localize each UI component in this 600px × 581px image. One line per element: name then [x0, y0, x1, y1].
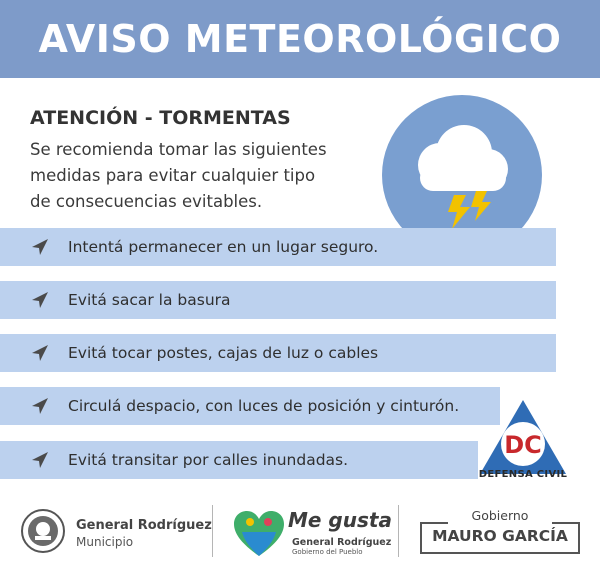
- alert-text: [30, 137, 370, 215]
- check-icon: [30, 343, 50, 363]
- check-icon: [30, 237, 50, 257]
- municipio-sub: Municipio: [76, 535, 134, 549]
- gobierno-label: Gobierno: [471, 508, 529, 523]
- gobierno-box-line: [420, 522, 448, 524]
- tip-text: Evitá tocar postes, cajas de luz o cables: [68, 344, 379, 362]
- check-icon: [30, 290, 50, 310]
- footer-divider: [212, 505, 213, 557]
- brand-sub2: Gobierno del Pueblo: [292, 548, 363, 556]
- alert-heading: ATENCIÓN - TORMENTAS: [30, 107, 291, 129]
- tip-item: [0, 441, 478, 479]
- municipio-seal-icon: [20, 508, 66, 554]
- tip-text: Circulá despacio, con luces de posición y cinturón.: [68, 397, 460, 415]
- tip-item: [0, 281, 556, 319]
- brand-sub: General Rodríguez: [292, 537, 392, 548]
- dc-caption: DEFENSA CIVIL: [478, 469, 568, 480]
- municipio-name: General Rodríguez: [76, 518, 212, 533]
- footer-divider: [398, 505, 399, 557]
- tip-item: [0, 334, 556, 372]
- alert-line: de consecuencias evitables.: [30, 192, 263, 211]
- gobierno-name: MAURO GARCÍA: [432, 527, 568, 545]
- tip-item: [0, 228, 556, 266]
- gobierno-box-line: [552, 522, 580, 524]
- tip-text: Intentá permanecer en un lugar seguro.: [68, 238, 379, 256]
- dc-initials: DC: [504, 431, 542, 459]
- alert-line: Se recomienda tomar las siguientes: [30, 140, 327, 159]
- brand-title: Me gusta: [288, 508, 392, 532]
- tip-text: Evitá sacar la basura: [68, 291, 231, 309]
- page-title: AVISO METEOROLÓGICO: [38, 17, 562, 61]
- tip-item: [0, 387, 500, 425]
- alert-line: medidas para evitar cualquier tipo: [30, 166, 316, 185]
- check-icon: [30, 396, 50, 416]
- check-icon: [30, 450, 50, 470]
- tip-text: Evitá transitar por calles inundadas.: [68, 451, 349, 469]
- heart-logo-icon: [232, 508, 286, 558]
